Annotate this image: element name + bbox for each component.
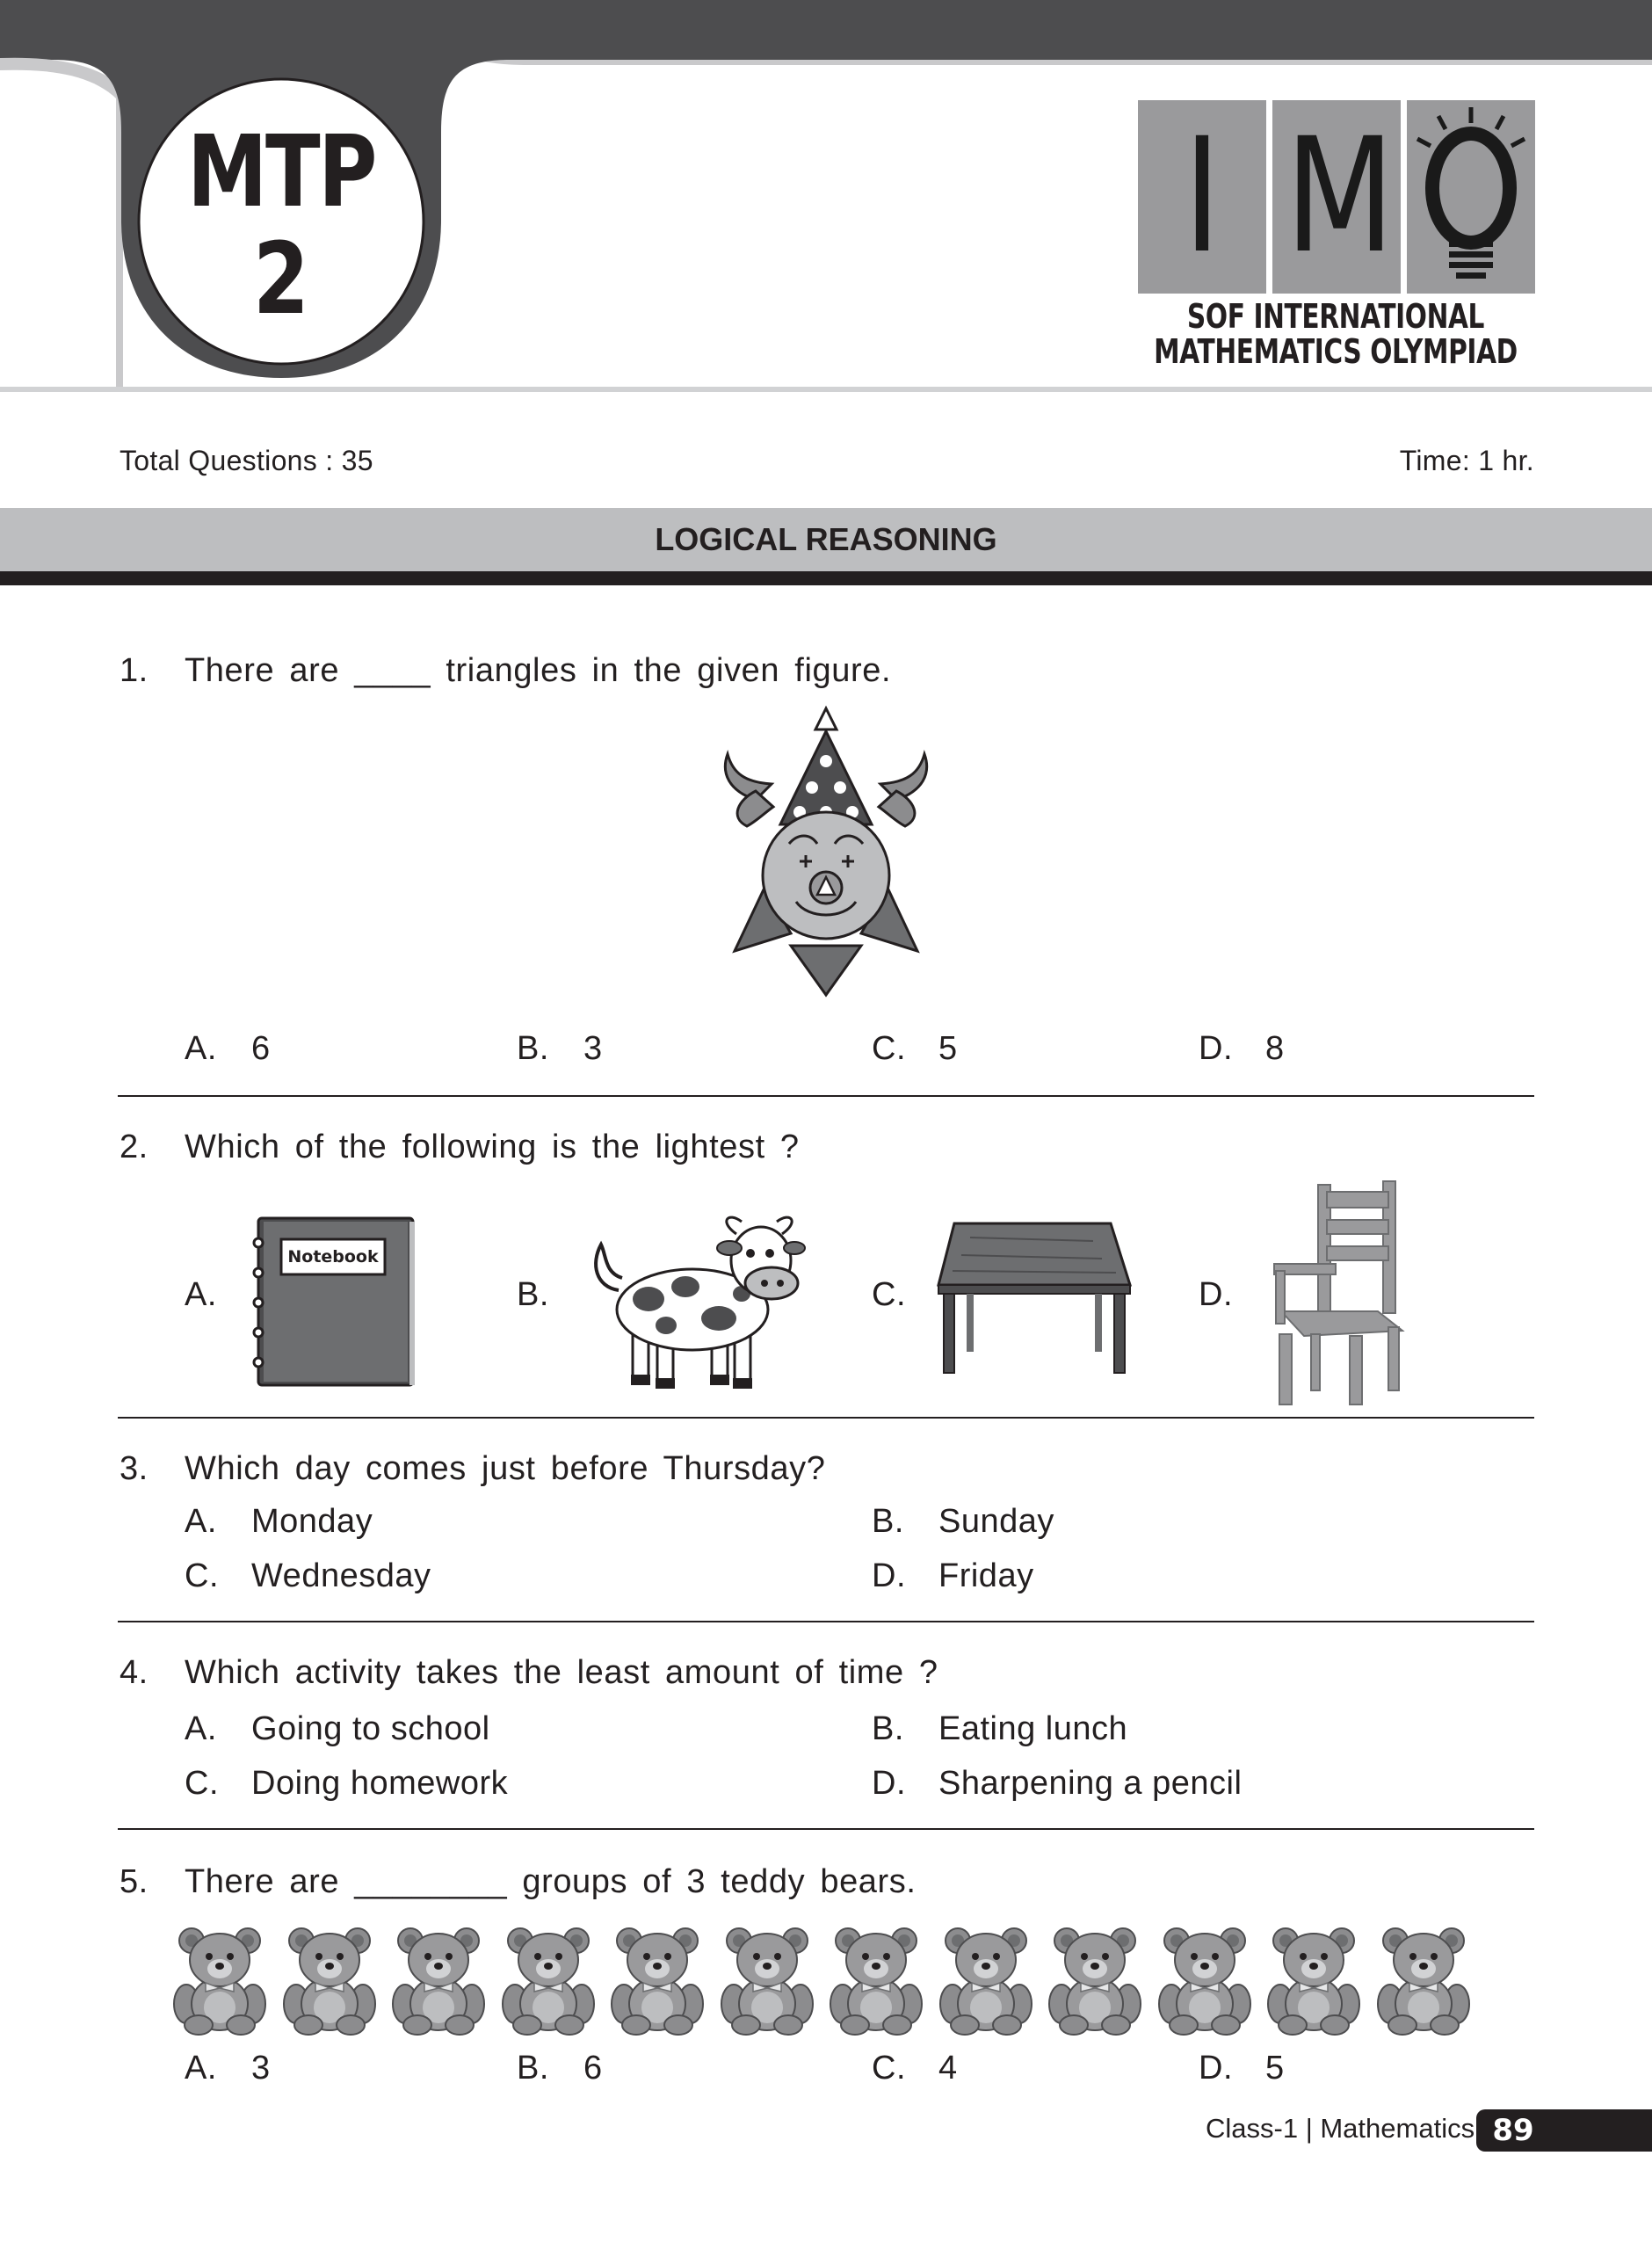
q1-option-d-text: 8 <box>1265 1030 1285 1067</box>
teddy-bear <box>610 1923 705 2040</box>
divider <box>118 1095 1534 1097</box>
q5-option-c[interactable] <box>872 2050 958 2087</box>
section-title: LOGICAL REASONING <box>655 521 997 557</box>
total-questions: Total Questions : 35 <box>120 445 373 476</box>
q5-option-b-text: 6 <box>583 2050 603 2087</box>
q1-option-c-text: 5 <box>938 1030 958 1067</box>
chair-image <box>1269 1179 1409 1406</box>
q5-option-b[interactable] <box>517 2050 603 2087</box>
q2-option-c-letter: C. <box>872 1276 906 1313</box>
q4-option-d[interactable] <box>872 1765 1242 1803</box>
divider <box>118 1417 1534 1419</box>
q4-option-d-text: Sharpening a pencil <box>938 1765 1243 1802</box>
q5-option-a-letter: A. <box>185 2050 217 2087</box>
q4-option-d-letter: D. <box>872 1765 906 1802</box>
q4-option-b-text: Eating lunch <box>938 1710 1128 1747</box>
teddy-bear <box>720 1923 815 2040</box>
question-4-text: Which activity takes the least amount of time ? <box>185 1654 938 1691</box>
q3-option-c-text: Wednesday <box>251 1557 431 1594</box>
q1-option-a-letter: A. <box>185 1030 217 1067</box>
q1-option-d[interactable] <box>1199 1030 1285 1068</box>
table-image <box>935 1220 1134 1376</box>
q5-option-c-letter: C. <box>872 2050 906 2087</box>
q2-option-d[interactable] <box>1199 1276 1265 1314</box>
q3-option-d-text: Friday <box>938 1557 1034 1594</box>
section-divider <box>0 571 1652 585</box>
q4-option-b-letter: B. <box>872 1710 904 1747</box>
q1-option-c[interactable] <box>872 1030 958 1068</box>
teddy-bear <box>1047 1923 1142 2040</box>
teddy-bear <box>1266 1923 1361 2040</box>
q4-option-a-text: Going to school <box>251 1710 490 1747</box>
page-number: 89 <box>1492 2113 1534 2148</box>
logo-org-line2: MATHEMATICS OLYMPIAD <box>1154 332 1518 371</box>
q2-option-a-letter: A. <box>185 1276 217 1313</box>
q1-option-b-text: 3 <box>583 1030 603 1067</box>
divider <box>118 1828 1534 1830</box>
teddy-bear <box>938 1923 1033 2040</box>
notebook-image <box>251 1215 418 1387</box>
q3-option-a-text: Monday <box>251 1503 373 1540</box>
q5-option-d-text: 5 <box>1265 2050 1285 2087</box>
teddy-bear <box>282 1923 377 2040</box>
badge-title: MTP <box>187 115 375 229</box>
q3-option-c[interactable] <box>185 1557 431 1595</box>
q4-option-c[interactable] <box>185 1765 508 1803</box>
q3-option-a[interactable] <box>185 1503 373 1541</box>
q1-option-c-letter: C. <box>872 1030 906 1067</box>
time-limit: Time: 1 hr. <box>1399 445 1534 476</box>
footer-subject: Class-1 | Mathematics <box>1206 2113 1475 2144</box>
divider <box>118 1621 1534 1622</box>
q3-option-c-letter: C. <box>185 1557 219 1594</box>
question-5-number: 5. <box>120 1863 149 1900</box>
q3-option-b[interactable] <box>872 1503 1054 1541</box>
teddy-bear <box>501 1923 596 2040</box>
q5-option-d[interactable] <box>1199 2050 1285 2087</box>
logo-cell-o <box>1407 100 1535 294</box>
question-4-number: 4. <box>120 1654 149 1691</box>
q1-option-b[interactable] <box>517 1030 603 1068</box>
notebook-label: Notebook <box>287 1247 379 1267</box>
logo-cell-m <box>1272 100 1401 294</box>
q5-option-b-letter: B. <box>517 2050 549 2087</box>
teddy-bear <box>829 1923 924 2040</box>
q4-option-b[interactable] <box>872 1710 1127 1748</box>
q4-option-a[interactable] <box>185 1710 490 1748</box>
question-1-number: 1. <box>120 652 149 689</box>
question-1-text: There are ____ triangles in the given figure. <box>185 652 892 689</box>
question-5-text: There are ________ groups of 3 teddy bears. <box>185 1863 917 1900</box>
logo-org-line1: SOF INTERNATIONAL <box>1186 297 1485 336</box>
q2-option-b[interactable] <box>517 1276 583 1314</box>
imo-logo <box>1138 100 1535 294</box>
teddy-bear <box>172 1923 267 2040</box>
question-2-text: Which of the following is the lightest ? <box>185 1129 800 1165</box>
logo-cell-i <box>1138 100 1266 294</box>
q1-option-d-letter: D. <box>1199 1030 1233 1067</box>
logo-letter-i: I <box>1183 105 1221 288</box>
q3-option-d[interactable] <box>872 1557 1034 1595</box>
q2-option-b-letter: B. <box>517 1276 549 1313</box>
q1-option-a[interactable] <box>185 1030 271 1068</box>
q3-option-b-letter: B. <box>872 1503 904 1540</box>
q4-option-c-letter: C. <box>185 1765 219 1802</box>
q5-option-a[interactable] <box>185 2050 271 2087</box>
q1-option-a-text: 6 <box>251 1030 271 1067</box>
q3-option-a-letter: A. <box>185 1503 217 1540</box>
teddy-bear <box>391 1923 486 2040</box>
logo-letter-m: M <box>1285 105 1395 288</box>
cow-image <box>587 1202 807 1397</box>
q2-option-d-letter: D. <box>1199 1276 1233 1313</box>
q3-option-d-letter: D. <box>872 1557 906 1594</box>
question-2-number: 2. <box>120 1129 149 1165</box>
teddy-bear <box>1157 1923 1252 2040</box>
question-3-text: Which day comes just before Thursday? <box>185 1450 826 1487</box>
teddy-bear-row <box>172 1923 1487 2036</box>
question-3-number: 3. <box>120 1450 149 1487</box>
q1-option-b-letter: B. <box>517 1030 549 1067</box>
q3-option-b-text: Sunday <box>938 1503 1054 1540</box>
badge-number: 2 <box>253 222 309 337</box>
q2-option-c[interactable] <box>872 1276 938 1314</box>
q5-option-c-text: 4 <box>938 2050 958 2087</box>
teddy-bear <box>1376 1923 1471 2040</box>
q2-option-a[interactable] <box>185 1276 251 1314</box>
q4-option-a-letter: A. <box>185 1710 217 1747</box>
clown-cow-triangle-figure <box>703 703 949 1002</box>
q4-option-c-text: Doing homework <box>251 1765 509 1802</box>
q5-option-a-text: 3 <box>251 2050 271 2087</box>
q5-option-d-letter: D. <box>1199 2050 1233 2087</box>
